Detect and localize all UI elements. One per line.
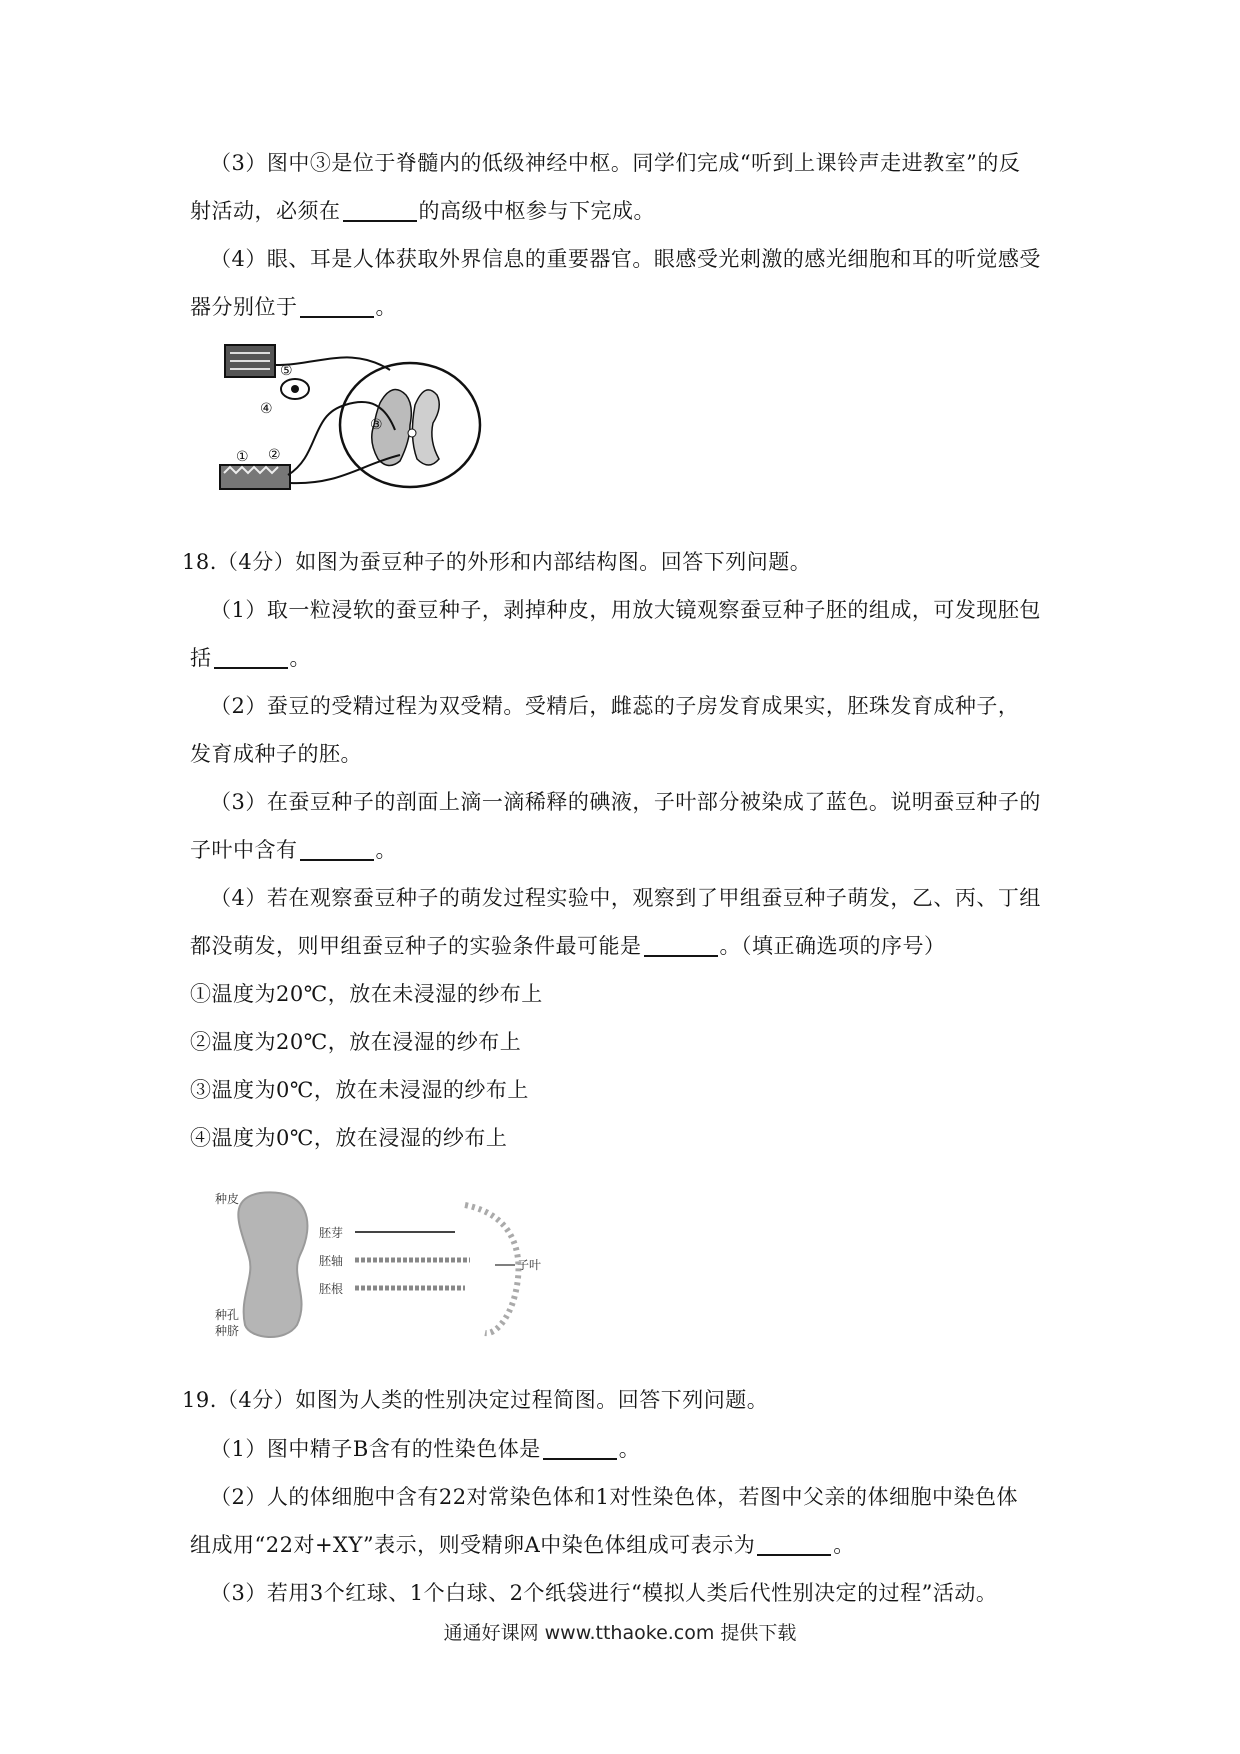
q18-part3-line1: （3）在蚕豆种子的剖面上滴一滴稀释的碘液，子叶部分被染成了蓝色。说明蚕豆种子的 — [210, 790, 1041, 814]
q19-part2-line1: （2）人的体细胞中含有22对常染色体和1对性染色体，若图中父亲的体细胞中染色体 — [210, 1485, 1018, 1509]
q18-part1-line1: （1）取一粒浸软的蚕豆种子，剥掉种皮，用放大镜观察蚕豆种子胚的组成，可发现胚包 — [210, 598, 1041, 622]
q18-part3-line2 — [190, 835, 397, 865]
seed-outer-shape — [238, 1192, 307, 1337]
q18-option-2: ②温度为20℃，放在浸湿的纱布上 — [190, 1030, 522, 1054]
answer-blank[interactable] — [343, 198, 417, 222]
q18-option-4: ④温度为0℃，放在浸湿的纱布上 — [190, 1126, 508, 1150]
figure-label-2: ② — [268, 447, 281, 463]
q17-part3-text-a: 射活动，必须在 — [190, 199, 341, 223]
q18-part4-text-a: 都没萌发，则甲组蚕豆种子的实验条件最可能是 — [190, 934, 642, 958]
q17-part4-line1: （4）眼、耳是人体获取外界信息的重要器官。眼感受光刺激的感光细胞和耳的听觉感受 — [210, 247, 1041, 271]
q18-part4-line1: （4）若在观察蚕豆种子的萌发过程实验中，观察到了甲组蚕豆种子萌发，乙、丙、丁组 — [210, 886, 1041, 910]
figure-label-3: ③ — [370, 417, 383, 433]
label-cotyledon: 子叶 — [517, 1258, 542, 1272]
q17-part4-text-b: 。 — [375, 295, 397, 319]
figure-label-5: ⑤ — [280, 363, 293, 379]
label-radicle: 胚根 — [319, 1282, 344, 1296]
q18-part3-text-b: 。 — [375, 838, 397, 862]
q18-part3-text-a: 子叶中含有 — [190, 838, 298, 862]
bean-seed-figure — [215, 1185, 615, 1345]
q19-part2-text-b: 。 — [833, 1533, 855, 1557]
q18-option-1: ①温度为20℃，放在未浸湿的纱布上 — [190, 982, 543, 1006]
page-footer: 通通好课网 www.tthaoke.com 提供下载 — [443, 1622, 797, 1644]
q17-part4-line2 — [190, 292, 397, 322]
q17-part4-text-a: 器分别位于 — [190, 295, 298, 319]
q19-part1 — [210, 1434, 640, 1464]
label-plumule: 胚芽 — [319, 1226, 344, 1240]
q18-part2-line1: （2）蚕豆的受精过程为双受精。受精后，雌蕊的子房发育成果实，胚珠发育成种子， — [210, 694, 1020, 718]
q18-part4-line2 — [190, 931, 946, 961]
label-seed-coat: 种皮 — [215, 1192, 240, 1206]
q19-part1-text-a: （1）图中精子B含有的性染色体是 — [210, 1437, 541, 1461]
answer-blank[interactable] — [543, 1436, 617, 1460]
q18-part4-text-b: 。（填正确选项的序号） — [719, 934, 946, 958]
q18-part1-text-b: 。 — [289, 646, 311, 670]
q19-part1-text-b: 。 — [618, 1437, 641, 1461]
q18-part1-text-a: 括 — [190, 646, 212, 670]
figure-label-4: ④ — [260, 401, 273, 417]
q19-part2-line2 — [190, 1530, 855, 1560]
reflex-arc-figure — [210, 335, 490, 505]
label-hilum: 种脐 — [215, 1324, 240, 1338]
answer-blank[interactable] — [644, 933, 718, 957]
cotyledon-outline — [465, 1205, 518, 1333]
q18-part2-line2: 发育成种子的胚。 — [190, 742, 362, 766]
answer-blank[interactable] — [300, 837, 374, 861]
q18-option-3: ③温度为0℃，放在未浸湿的纱布上 — [190, 1078, 529, 1102]
q17-part3-line2 — [190, 196, 655, 226]
q17-part3-line1: （3）图中③是位于脊髓内的低级神经中枢。同学们完成“听到上课铃声走进教室”的反 — [210, 151, 1021, 175]
figure-label-1: ① — [236, 449, 249, 465]
answer-blank[interactable] — [300, 294, 374, 318]
answer-blank[interactable] — [757, 1532, 831, 1556]
q19-part3-line1: （3）若用3个红球、1个白球、2个纸袋进行“模拟人类后代性别决定的过程”活动。 — [210, 1581, 998, 1605]
answer-blank[interactable] — [214, 645, 288, 669]
q19-part2-text-a: 组成用“22对+XY”表示，则受精卵A中染色体组成可表示为 — [190, 1533, 756, 1557]
label-micropyle: 种孔 — [215, 1308, 240, 1322]
q18-part1-line2 — [190, 643, 311, 673]
q19-header: 19.（4分）如图为人类的性别决定过程简图。回答下列问题。 — [182, 1388, 769, 1412]
q18-header: 18.（4分）如图为蚕豆种子的外形和内部结构图。回答下列问题。 — [182, 550, 812, 574]
label-hypocotyl: 胚轴 — [319, 1254, 344, 1268]
q17-part3-text-b: 的高级中枢参与下完成。 — [418, 199, 655, 223]
